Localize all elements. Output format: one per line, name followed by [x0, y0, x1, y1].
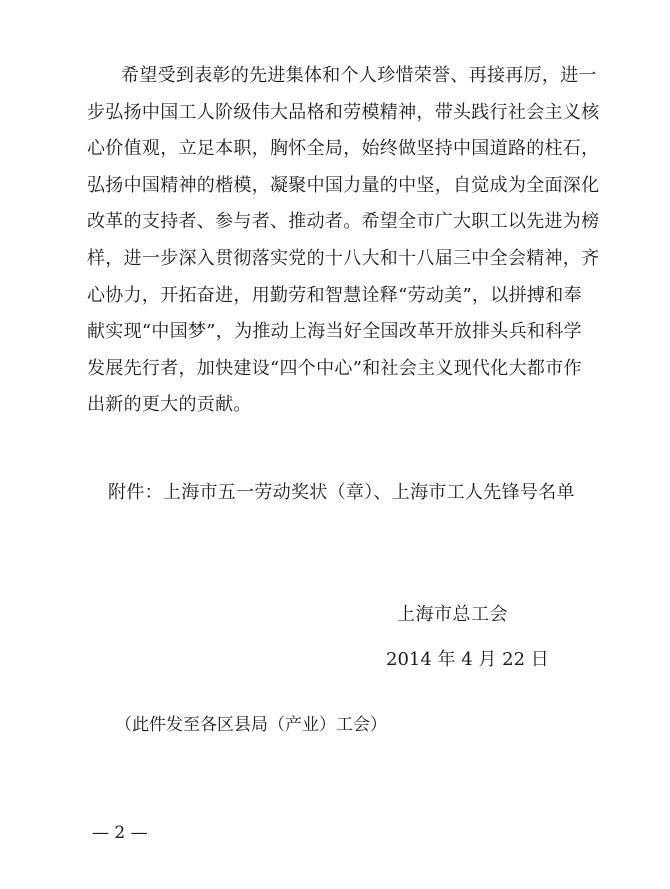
page-number: — 2 — — [92, 823, 148, 843]
body-line: 发展先行者，加快建设“四个中心”和社会主义现代化大都市作 — [87, 357, 582, 379]
body-line: 步弘扬中国工人阶级伟大品格和劳模精神，带头践行社会主义核 — [87, 101, 600, 123]
body-line: 献实现“中国梦”，为推动上海当好全国改革开放排头兵和科学 — [87, 321, 582, 343]
attachment-note: 附件：上海市五一劳动奖状（章）、上海市工人先锋号名单 — [108, 482, 575, 503]
distribution-note: （此件发至各区县局（产业）工会） — [115, 715, 387, 735]
body-line: 出新的更大的贡献。 — [87, 394, 252, 416]
body-paragraph — [87, 58, 627, 424]
body-line: 心协力，开拓奋进，用勤劳和智慧诠释“劳动美”，以拼搏和奉 — [87, 284, 582, 306]
body-line: 心价值观，立足本职，胸怀全局，始终做坚持中国道路的柱石， — [87, 138, 600, 160]
issue-date: 2014 年 4 月 22 日 — [386, 649, 549, 670]
body-line: 改革的支持者、参与者、推动者。希望全市广大职工以先进为榜 — [87, 211, 600, 233]
issuing-organization: 上海市总工会 — [397, 604, 508, 625]
body-line: 希望受到表彰的先进集体和个人珍惜荣誉、再接再厉，进一 — [121, 65, 597, 86]
body-line: 样，进一步深入贯彻落实党的十八大和十八届三中全会精神，齐 — [87, 247, 600, 269]
body-line: 弘扬中国精神的楷模，凝聚中国力量的中坚，自觉成为全面深化 — [87, 174, 600, 196]
